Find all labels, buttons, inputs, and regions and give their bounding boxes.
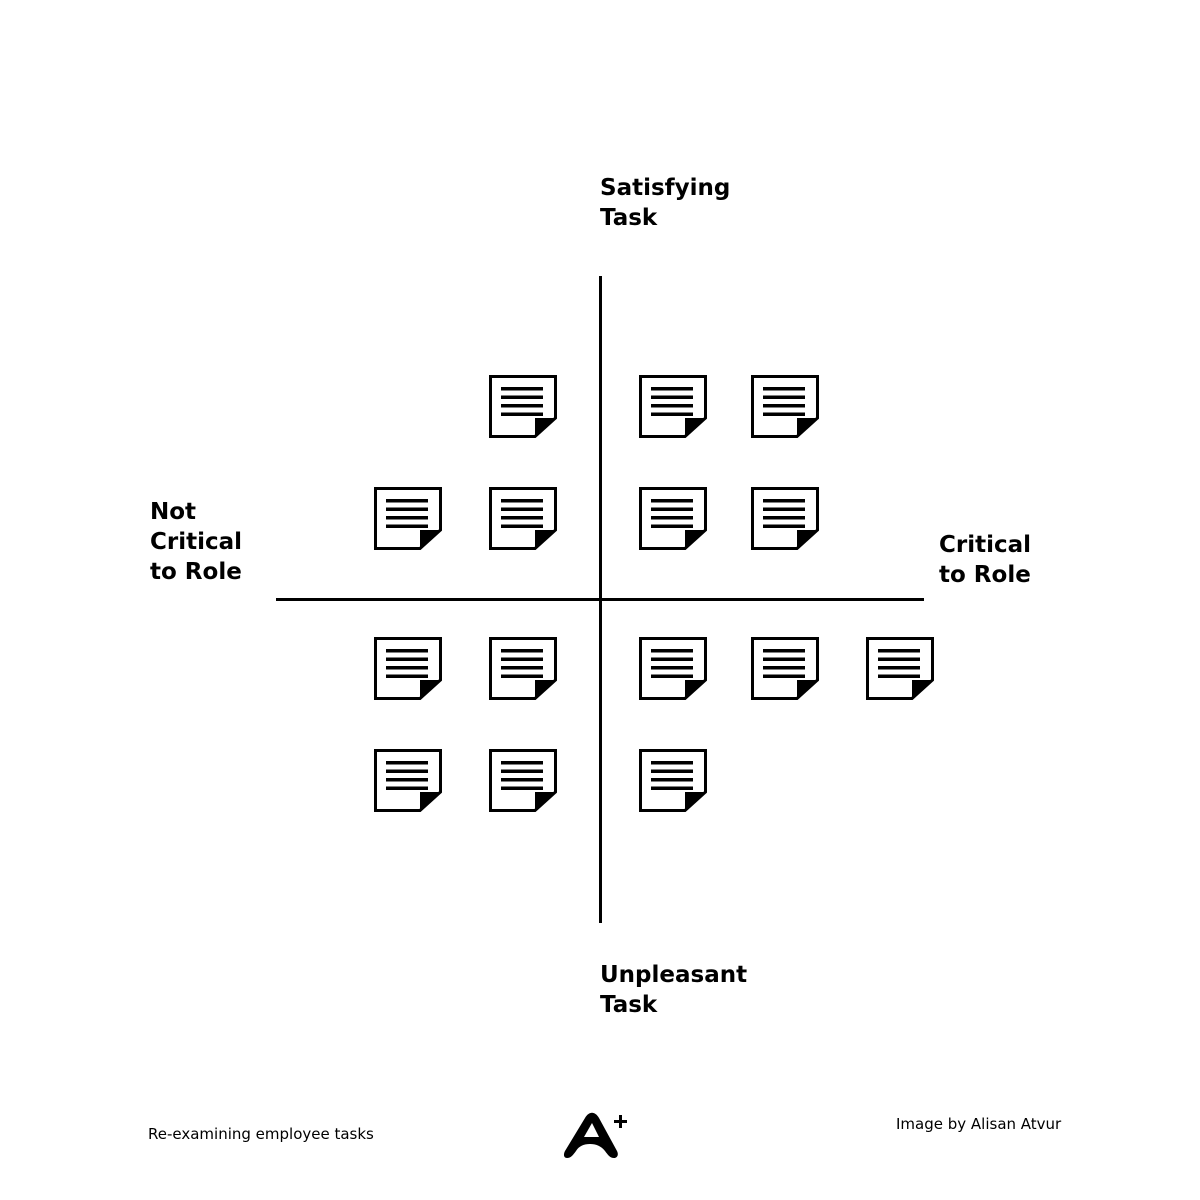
sticky-note-icon [639, 375, 707, 438]
sticky-note-icon [489, 487, 557, 550]
axis-label-not-critical-to-role: Not Critical to Role [150, 499, 243, 585]
axis-label-satisfying-task: Satisfying Task [600, 175, 731, 231]
sticky-note-icon [639, 637, 707, 700]
sticky-note-icon [374, 487, 442, 550]
sticky-note-icon [489, 375, 557, 438]
axis-label-critical-to-role: Critical to Role [939, 532, 1032, 588]
sticky-note-icon [374, 637, 442, 700]
sticky-note-icon [639, 749, 707, 812]
a-plus-logo-icon [563, 1108, 635, 1166]
sticky-note-icon [751, 487, 819, 550]
sticky-note-icon [489, 749, 557, 812]
sticky-note-icon [751, 375, 819, 438]
horizontal-axis [276, 598, 924, 601]
sticky-note-icon [489, 637, 557, 700]
sticky-note-icon [751, 637, 819, 700]
footer-caption: Re-examining employee tasks [148, 1125, 374, 1143]
sticky-note-icon [639, 487, 707, 550]
sticky-note-icon [866, 637, 934, 700]
axis-label-unpleasant-task: Unpleasant Task [600, 962, 748, 1018]
footer-credit: Image by Alisan Atvur [896, 1115, 1062, 1133]
sticky-note-icon [374, 749, 442, 812]
